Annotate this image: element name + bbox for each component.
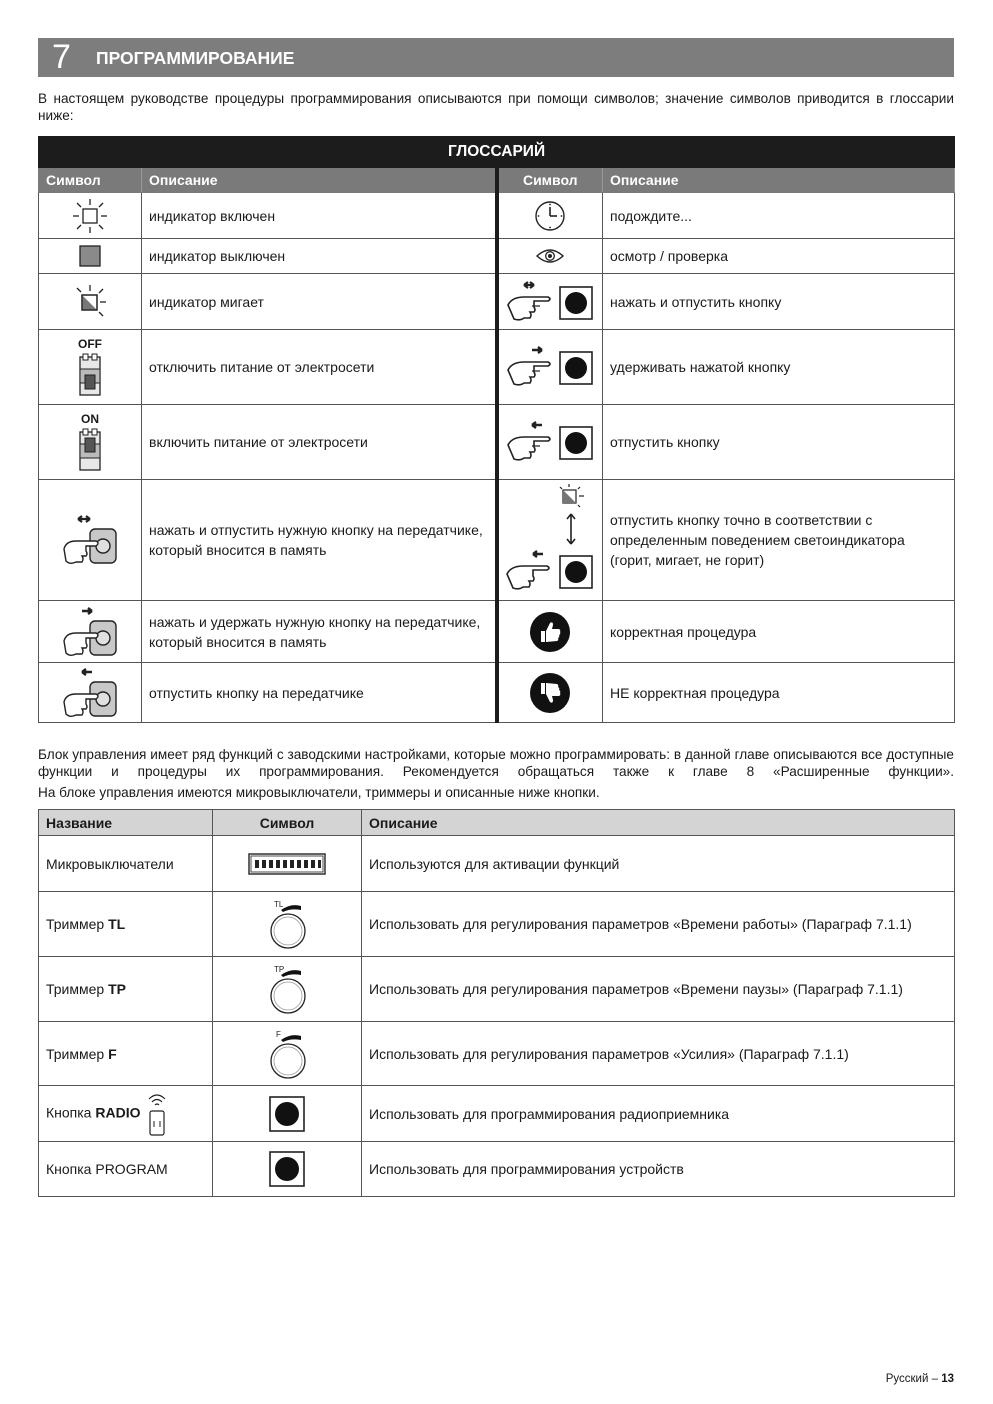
glossary-row	[39, 274, 955, 330]
glossary-col-desc-left: Описание	[142, 168, 497, 193]
glossary-desc: индикатор мигает	[142, 274, 497, 330]
controls-row	[39, 1086, 955, 1142]
footer-language: Русский –	[885, 1373, 942, 1385]
glossary-desc: удерживать нажатой кнопку	[603, 330, 955, 405]
section-number: 7	[52, 38, 71, 76]
eye-icon	[499, 247, 603, 265]
controls-row	[39, 1022, 955, 1086]
section-header	[38, 38, 954, 77]
page-number: 13	[941, 1373, 954, 1385]
breaker-off-label: OFF	[78, 337, 102, 351]
remote-press-hold-icon	[39, 605, 141, 659]
glossary-desc: отпустить кнопку на передатчике	[142, 663, 497, 723]
thumbs-up-icon	[499, 611, 603, 653]
controls-col-name: Название	[39, 810, 213, 836]
control-name: Кнопка RADIO	[39, 1086, 213, 1142]
glossary-desc: индикатор включен	[142, 193, 497, 239]
trimmer-icon	[213, 962, 361, 1016]
glossary-row	[39, 193, 955, 239]
glossary-row	[39, 480, 955, 601]
glossary-table	[38, 136, 955, 723]
glossary-title: ГЛОССАРИЙ	[39, 137, 955, 168]
glossary-row	[39, 601, 955, 663]
breaker-on-icon	[39, 412, 141, 472]
glossary-desc: нажать и удержать нужную кнопку на передатчике, который вносится в память	[142, 601, 497, 663]
control-desc: Использовать для программирования устройств	[362, 1142, 955, 1197]
hand-hold-icon	[499, 344, 603, 390]
page-footer	[886, 1373, 954, 1385]
glossary-row	[39, 330, 955, 405]
controls-row	[39, 892, 955, 957]
functions-paragraph: Блок управления имеет ряд функций с заводскими настройками, которые можно программировать: в данной главе описываются все доступные функции и процедуры их программирования. Рекомендуется обращаться также к главе 8 «Расширенные функции».	[38, 747, 954, 779]
glossary-col-symbol-right: Символ	[497, 168, 603, 193]
glossary-row	[39, 405, 955, 480]
led-off-icon	[39, 244, 141, 268]
glossary-desc: отключить питание от электросети	[142, 330, 497, 405]
remote-control-icon	[146, 1091, 168, 1137]
led-blink-icon	[39, 282, 141, 322]
push-button-icon	[213, 1150, 361, 1188]
control-name: Триммер TP	[39, 957, 213, 1022]
push-button-icon	[213, 1095, 361, 1133]
glossary-desc: включить питание от электросети	[142, 405, 497, 480]
glossary-col-symbol-left: Символ	[39, 168, 142, 193]
remote-press-release-icon	[39, 513, 141, 567]
trimmer-icon	[213, 1027, 361, 1081]
controls-row	[39, 957, 955, 1022]
control-name: Триммер F	[39, 1022, 213, 1086]
release-on-led-icon	[499, 484, 603, 596]
control-name: Микровыключатели	[39, 836, 213, 892]
hand-release-icon	[499, 419, 603, 465]
glossary-col-desc-right: Описание	[603, 168, 955, 193]
remote-release-icon	[39, 666, 141, 720]
thumbs-down-icon	[499, 672, 603, 714]
controls-col-description: Описание	[362, 810, 955, 836]
glossary-desc: НЕ корректная процедура	[603, 663, 955, 723]
svg-text:TL: TL	[274, 900, 284, 909]
glossary-desc: осмотр / проверка	[603, 239, 955, 274]
glossary-desc: корректная процедура	[603, 601, 955, 663]
control-desc: Использовать для программирования радиоприемника	[362, 1086, 955, 1142]
glossary-desc: подождите...	[603, 193, 955, 239]
led-on-icon	[39, 196, 141, 236]
controls-row	[39, 1142, 955, 1197]
svg-text:F: F	[276, 1029, 281, 1039]
intro-paragraph: В настоящем руководстве процедуры программирования описываются при помощи символов; значение символов приводится в глоссарии ниже:	[38, 91, 954, 123]
control-desc: Использовать для регулирования параметров «Времени паузы» (Параграф 7.1.1)	[362, 957, 955, 1022]
hand-press-release-icon	[499, 279, 603, 325]
dip-switch-icon	[213, 853, 361, 875]
glossary-row	[39, 239, 955, 274]
controls-col-symbol: Символ	[213, 810, 362, 836]
control-desc: Используются для активации функций	[362, 836, 955, 892]
trimmer-icon	[213, 897, 361, 951]
glossary-desc: отпустить кнопку	[603, 405, 955, 480]
controls-paragraph: На блоке управления имеются микровыключатели, триммеры и описанные ниже кнопки.	[38, 785, 600, 800]
control-name: Кнопка PROGRAM	[39, 1142, 213, 1197]
controls-table	[38, 809, 955, 1197]
glossary-desc: индикатор выключен	[142, 239, 497, 274]
breaker-on-label: ON	[81, 412, 99, 426]
clock-icon	[499, 200, 603, 232]
controls-row	[39, 836, 955, 892]
section-title: ПРОГРАММИРОВАНИЕ	[96, 48, 295, 68]
control-desc: Использовать для регулирования параметров «Времени работы» (Параграф 7.1.1)	[362, 892, 955, 957]
control-name: Триммер TL	[39, 892, 213, 957]
control-desc: Использовать для регулирования параметров «Усилия» (Параграф 7.1.1)	[362, 1022, 955, 1086]
svg-text:TP: TP	[274, 965, 285, 974]
glossary-desc: нажать и отпустить кнопку	[603, 274, 955, 330]
glossary-desc: нажать и отпустить нужную кнопку на передатчике, который вносится в память	[142, 480, 497, 601]
glossary-desc: отпустить кнопку точно в соответствии с определенным поведением светоиндикатора (горит, мигает, не горит)	[603, 480, 955, 601]
breaker-off-icon	[39, 337, 141, 397]
glossary-row	[39, 663, 955, 723]
